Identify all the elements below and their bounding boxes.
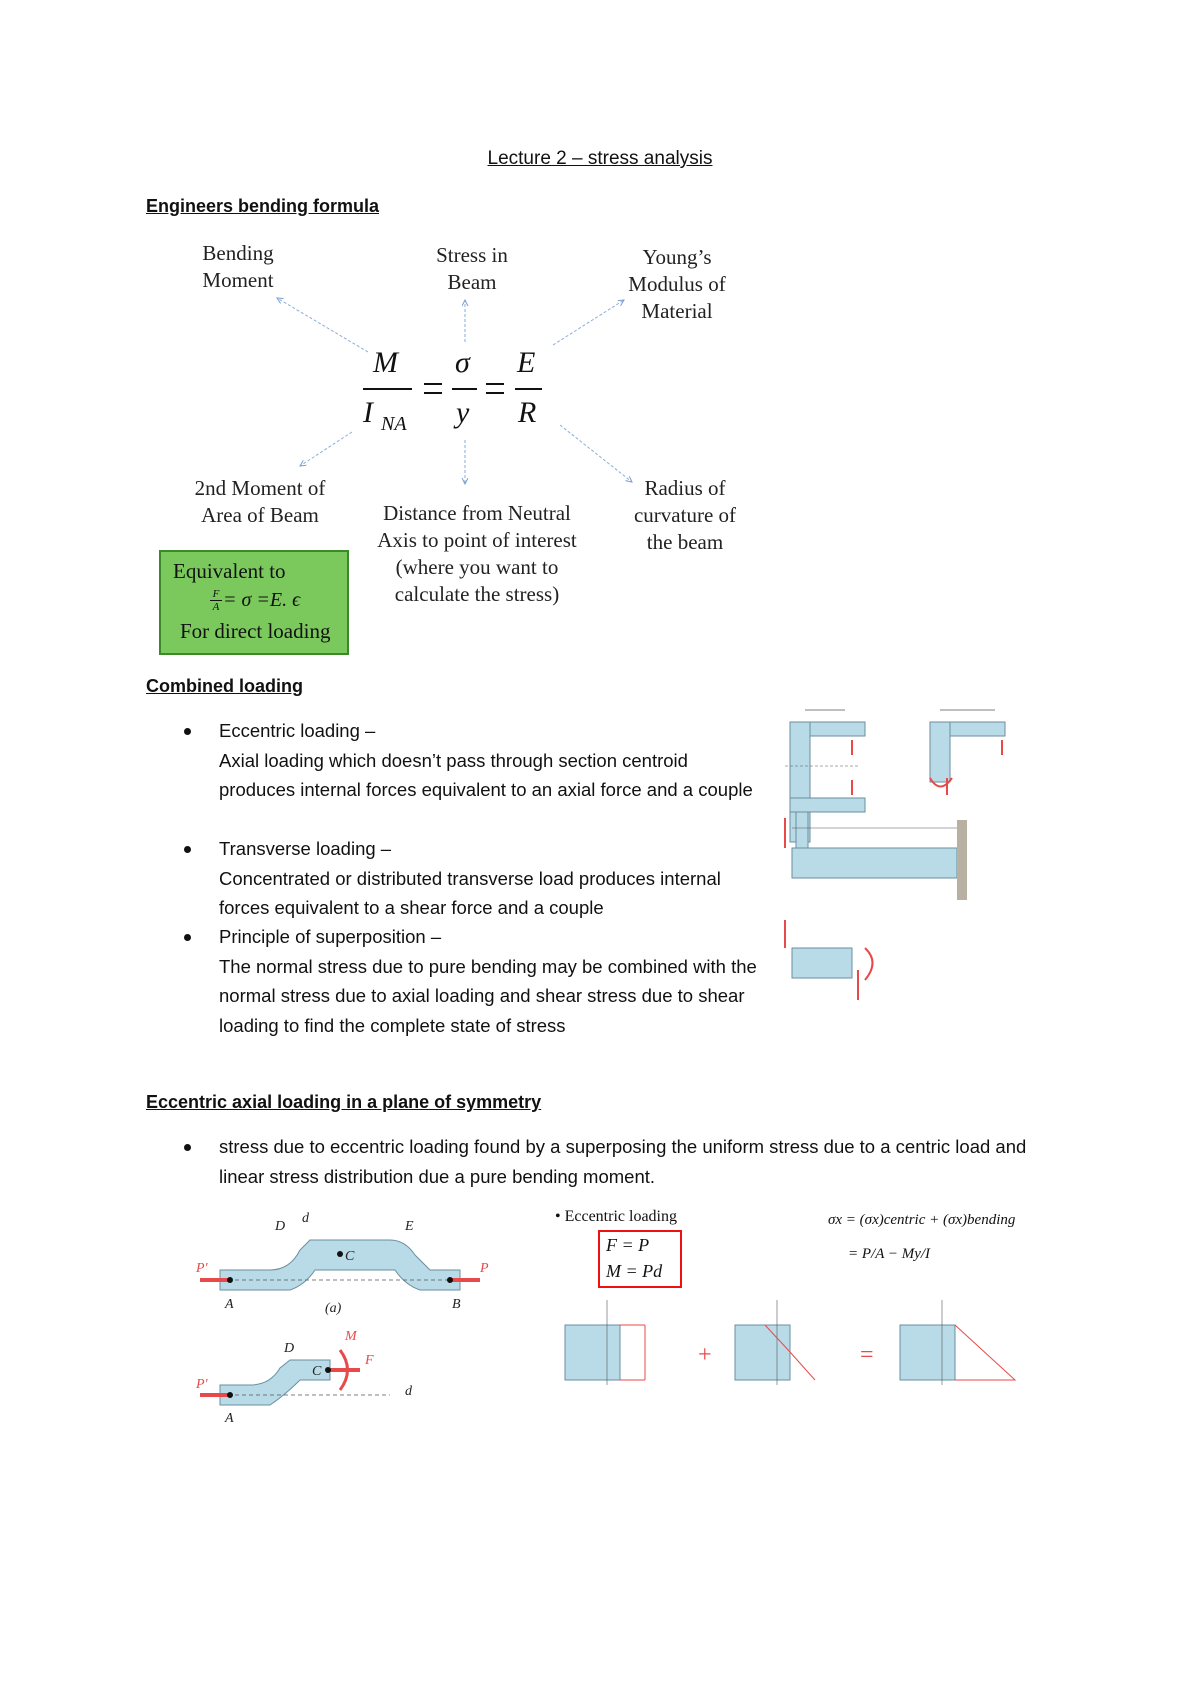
arrow-to-radius bbox=[560, 425, 632, 482]
plus-sign: + bbox=[698, 1342, 712, 1368]
formula-M: M bbox=[373, 346, 398, 379]
svg-text:d: d bbox=[405, 1384, 412, 1399]
formula-sigma: σ bbox=[455, 346, 470, 379]
label-youngs-modulus: Young’s Modulus of Material bbox=[628, 245, 726, 323]
eccentric-loading-label: • Eccentric loading bbox=[555, 1208, 677, 1225]
list-item-superposition: Principle of superposition – The normal stress due to pure bending may be combined with the normal stress due to axial loading and shear stress due to shear loading to find the complete state of stress bbox=[219, 922, 759, 1040]
list-item-eccentric-stress: stress due to eccentric loading found by a superposing the uniform stress due to a centric load and linear stress distribution due a pure bending moment. bbox=[219, 1132, 1039, 1191]
page-title: Lecture 2 – stress analysis bbox=[487, 148, 713, 169]
eccentric-member-figure bbox=[190, 1200, 510, 1430]
green-equivalent-box: Equivalent to F A = σ =E. ϵ For direct loading bbox=[159, 550, 349, 655]
formula-R: R bbox=[518, 396, 537, 429]
svg-text:P′: P′ bbox=[196, 1377, 208, 1392]
svg-text:M: M bbox=[345, 1329, 357, 1344]
svg-text:A: A bbox=[225, 1411, 234, 1426]
combined-stress bbox=[900, 1300, 1015, 1385]
svg-text:C: C bbox=[312, 1364, 322, 1379]
bullet-icon bbox=[184, 728, 191, 735]
formula-y: y bbox=[456, 396, 470, 429]
eccentric-equations-box: F = P M = Pd bbox=[598, 1230, 682, 1288]
svg-text:E: E bbox=[405, 1219, 414, 1234]
svg-text:D: D bbox=[284, 1341, 295, 1356]
sigma-equation: σx = (σx)centric + (σx)bending bbox=[828, 1212, 1016, 1228]
arrow-to-youngs bbox=[553, 300, 624, 345]
bullet-icon bbox=[184, 1144, 191, 1151]
list-item-eccentric: Eccentric loading – Axial loading which doesn’t pass through section centroid produces internal forces equivalent to an axial force and a couple bbox=[219, 716, 759, 805]
cut-cantilever-figure bbox=[785, 920, 873, 1000]
formula-I: I bbox=[363, 396, 373, 429]
uniform-stress bbox=[565, 1300, 645, 1385]
svg-text:P: P bbox=[480, 1261, 489, 1276]
svg-text:P′: P′ bbox=[196, 1261, 208, 1276]
label-radius-curvature: Radius of curvature of the beam bbox=[633, 476, 737, 554]
sigma-equation-2: = P/A − My/I bbox=[848, 1246, 931, 1262]
label-second-moment: 2nd Moment of Area of Beam bbox=[194, 476, 326, 527]
svg-text:A: A bbox=[225, 1297, 234, 1312]
svg-text:d: d bbox=[302, 1211, 309, 1226]
cantilever-figure bbox=[785, 818, 967, 900]
svg-text:F: F bbox=[365, 1353, 374, 1368]
label-distance-neutral-axis: Distance from Neutral Axis to point of interest (where you want to calculate the stress) bbox=[377, 501, 577, 606]
label-stress-in-beam: Stress in Beam bbox=[436, 243, 508, 294]
combined-loading-figures bbox=[770, 700, 1040, 1080]
heading-eccentric-axial: Eccentric axial loading in a plane of symmetry bbox=[146, 1092, 542, 1112]
bullet-icon bbox=[184, 846, 191, 853]
heading-bending-formula: Engineers bending formula bbox=[146, 196, 380, 216]
svg-text:B: B bbox=[452, 1297, 461, 1312]
label-bending-moment: Bending Moment bbox=[202, 241, 274, 292]
clamp-figure-2 bbox=[930, 710, 1005, 795]
list-item-transverse: Transverse loading – Concentrated or distributed transverse load produces internal forces equivalent to a shear force and a couple bbox=[219, 834, 759, 923]
bending-stress bbox=[735, 1300, 815, 1385]
svg-text:(a): (a) bbox=[325, 1301, 342, 1316]
heading-combined-loading: Combined loading bbox=[146, 676, 303, 696]
formula-E: E bbox=[517, 346, 536, 379]
svg-text:D: D bbox=[275, 1219, 286, 1234]
clamp-figure-1 bbox=[785, 710, 865, 867]
svg-text:C: C bbox=[345, 1249, 355, 1264]
bullet-icon bbox=[184, 934, 191, 941]
arrow-to-bending-moment bbox=[277, 298, 368, 352]
arrow-to-second-moment bbox=[300, 432, 352, 466]
stress-superposition-diagrams bbox=[560, 1295, 1040, 1405]
equals-sign: = bbox=[860, 1342, 874, 1368]
formula-NA: NA bbox=[381, 413, 407, 435]
